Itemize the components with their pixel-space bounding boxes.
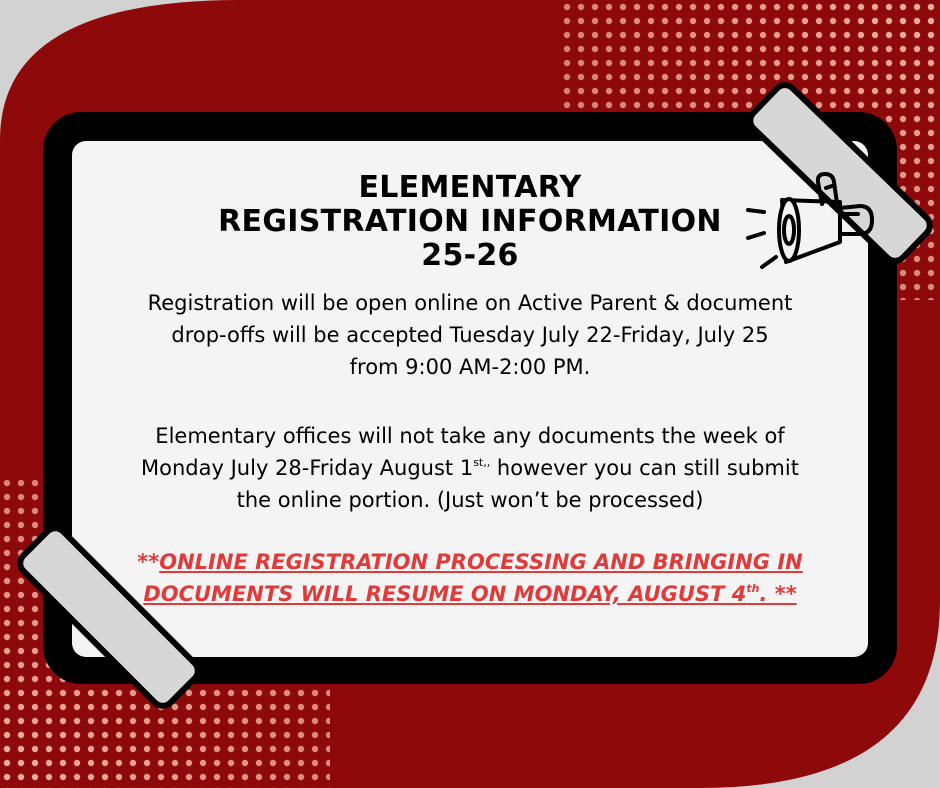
- notice-line-2-start: DOCUMENTS WILL RESUME ON MONDAY, AUGUST 4: [143, 582, 747, 606]
- notice-line-2-end: . **: [759, 582, 797, 606]
- offices-paragraph: [92, 420, 848, 516]
- notice-line-1-text: ONLINE REGISTRATION PROCESSING AND BRINGING IN: [159, 550, 803, 574]
- resume-notice: [92, 546, 848, 610]
- notice-line-2: [92, 578, 848, 610]
- heading-line-2: REGISTRATION INFORMATION: [218, 204, 722, 239]
- ordinal-suffix: st,,: [473, 456, 491, 469]
- heading-line-3: 25-26: [421, 238, 519, 273]
- offices-line-2-start: Monday July 28-Friday August 1: [141, 456, 474, 480]
- offices-line-2-end: however you can still submit: [490, 456, 799, 480]
- notice-ordinal-suffix: th: [746, 582, 760, 595]
- offices-line-1: Elementary offices will not take any documents the week of: [155, 424, 785, 448]
- offices-line-3: the online portion. (Just won’t be processed): [236, 488, 704, 512]
- registration-line-1: Registration will be open online on Active Parent & document: [147, 291, 793, 315]
- registration-line-2: drop-offs will be accepted Tuesday July 22-Friday, July 25: [171, 323, 769, 347]
- registration-line-3: from 9:00 AM-2:00 PM.: [349, 355, 591, 379]
- heading-line-1: ELEMENTARY: [358, 170, 582, 205]
- notice-line-1: [92, 546, 848, 578]
- megaphone-icon: [742, 170, 882, 280]
- notice-prefix: **: [137, 550, 160, 574]
- offices-line-2: [92, 452, 848, 484]
- registration-paragraph: [92, 287, 848, 383]
